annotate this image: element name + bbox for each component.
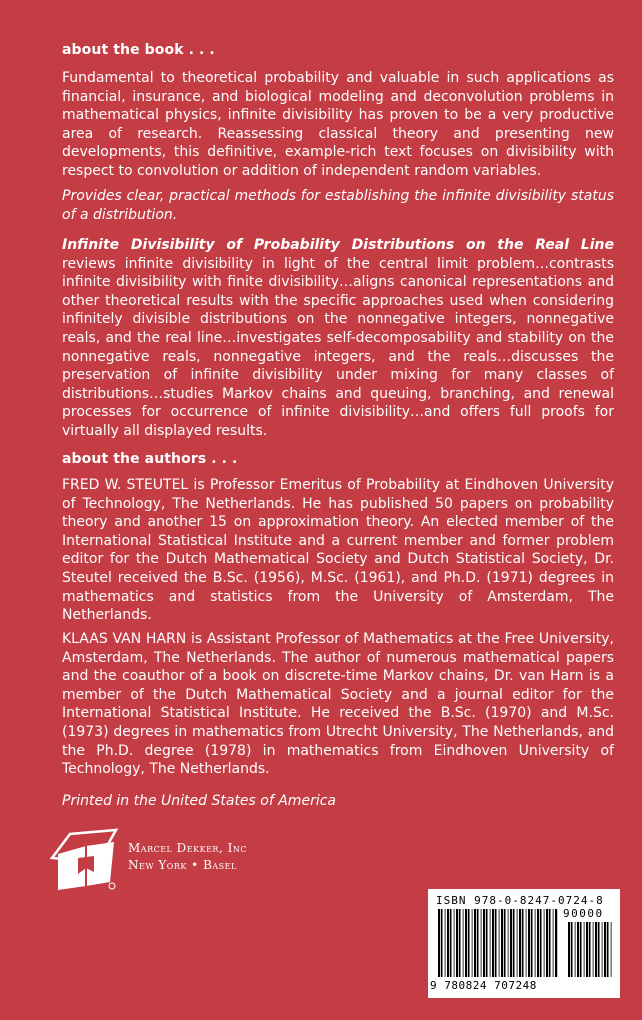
book-summary [62, 236, 614, 441]
barcode-bar [450, 909, 452, 977]
barcode-bar [499, 909, 500, 977]
barcode-bar [474, 909, 476, 977]
book-title: Infinite Divisibility of Probability Distributions on the Real Line [62, 237, 614, 253]
barcode-bar [607, 922, 609, 977]
barcode-bar [438, 909, 440, 977]
barcode-bar [575, 922, 576, 977]
barcode-bar [577, 922, 579, 977]
price-code: 90000 [563, 907, 604, 920]
barcode-bar [463, 909, 464, 977]
barcode-bar [486, 909, 488, 977]
barcode-bar [468, 909, 470, 977]
ean-bars [438, 909, 558, 977]
barcode-bar [495, 909, 497, 977]
barcode-bar [595, 922, 597, 977]
barcode-bar [602, 922, 603, 977]
barcode-bar [454, 909, 455, 977]
barcode-bar [508, 909, 509, 977]
barcode-bar [586, 922, 588, 977]
barcode-bar [589, 922, 591, 977]
barcode-bar [456, 909, 458, 977]
book-tagline: Provides clear, practical methods for establishing the infinite divisibility status of a distribution. [62, 188, 614, 223]
barcode-bar [492, 909, 494, 977]
about-authors-heading: about the authors . . . [62, 451, 238, 467]
author-bio-steutel: FRED W. STEUTEL is Professor Emeritus of Probability at Eindhoven University of Technology, The Netherlands. He has published 50 papers on probability theory and another 15 on approximation theory. An elected member of the International Statistical Institute and a current member and former problem editor for the Dutch Mathematical Society and Dutch Statistical Society, Dr. Steutel received the B.Sc. (1956), M.Sc. (1961), and Ph.D. (1971) degrees in mathematics and statistics from the University of Amsterdam, The Netherlands. [62, 477, 614, 624]
barcode-bar [535, 909, 536, 977]
barcode-bar [501, 909, 503, 977]
barcode-bar [513, 909, 515, 977]
barcode-bar [580, 922, 582, 977]
barcode-bar [472, 909, 473, 977]
barcode-bar [481, 909, 482, 977]
publisher-name: Marcel Dekker, Inc [128, 841, 247, 855]
barcode-bar [477, 909, 479, 977]
about-book-heading: about the book . . . [62, 42, 215, 58]
barcode-bar [517, 909, 518, 977]
barcode-bar [598, 922, 600, 977]
barcode-bar [604, 922, 606, 977]
publisher-block [48, 828, 348, 898]
addon-bars [568, 922, 613, 977]
barcode-bar [571, 922, 573, 977]
author-bio-van-harn: KLAAS VAN HARN is Assistant Professor of Mathematics at the Free University, Amsterdam, The Netherlands. The author of numerous mathematical papers and the coauthor of a book on discrete-time Markov chains, Dr. van Harn is a member of the Dutch Mathematical Society and a journal editor for the International Statistical Institute. He received the B.Sc. (1970) and M.Sc. (1973) degrees in mathematics from Utrecht University, The Netherlands, and the Ph.D. degree (1978) in mathematics from Eindhoven University of Technology, The Netherlands. [62, 631, 614, 778]
open-book-logo-icon [48, 828, 120, 894]
barcode-bar [504, 909, 506, 977]
barcode-bar [549, 909, 551, 977]
barcode-bar [528, 909, 530, 977]
barcode-bar [531, 909, 533, 977]
barcode-bar [447, 909, 449, 977]
barcode-bar [465, 909, 467, 977]
book-description: Fundamental to theoretical probability and valuable in such applications as financial, insurance, and biological modeling and deconvolution problems in mathematical physics, infinite divisibility has proven to be a very productive area of research. Reassessing classical theory and presenting new developments, this definitive, example-rich text focuses on divisibility with respect to convolution or addition of independent random variables. [62, 70, 614, 179]
barcode-bar [519, 909, 521, 977]
publisher-cities: New York • Basel [128, 858, 237, 872]
barcode-bar [510, 909, 512, 977]
barcode-bar [540, 909, 542, 977]
barcode-bar [544, 909, 545, 977]
barcode-bar [555, 909, 557, 977]
isbn-barcode [428, 889, 620, 998]
printed-in-notice: Printed in the United States of America [62, 793, 336, 809]
barcode-bar [611, 922, 612, 977]
barcode-bar [445, 909, 446, 977]
barcode-bar [459, 909, 461, 977]
barcode-bar [526, 909, 527, 977]
barcode-bar [522, 909, 524, 977]
ean-digits: 9 780824 707248 [430, 979, 537, 992]
barcode-bar [490, 909, 491, 977]
isbn-label: ISBN 978-0-8247-0724-8 [436, 894, 604, 907]
barcode-bar [537, 909, 539, 977]
barcode-bar [593, 922, 594, 977]
publisher-name-block [128, 840, 247, 874]
barcode-bar [546, 909, 548, 977]
barcode-bar [584, 922, 585, 977]
barcode-bar [483, 909, 485, 977]
barcode-bar [441, 909, 443, 977]
book-summary-text: reviews infinite divisibility in light of the central limit problem…contrasts infinite divisibility with finite divisibility…aligns canonical representations and other theoretical results with the specific approaches used when considering infinitely divisible distributions on the nonnegative integers, nonnegative reals, and the real line…investigates self-decomposability and stability on the nonnegative reals, nonnegative integers, and the reals…discusses the preservation of infinite divisibility under mixing for many classes of distributions…studies Markov chains and queuing, branching, and renewal processes for occurrence of infinite divisibility…and offers full proofs for virtually all displayed results. [62, 255, 614, 439]
barcode-bar [553, 909, 554, 977]
barcode-bar [568, 922, 570, 977]
